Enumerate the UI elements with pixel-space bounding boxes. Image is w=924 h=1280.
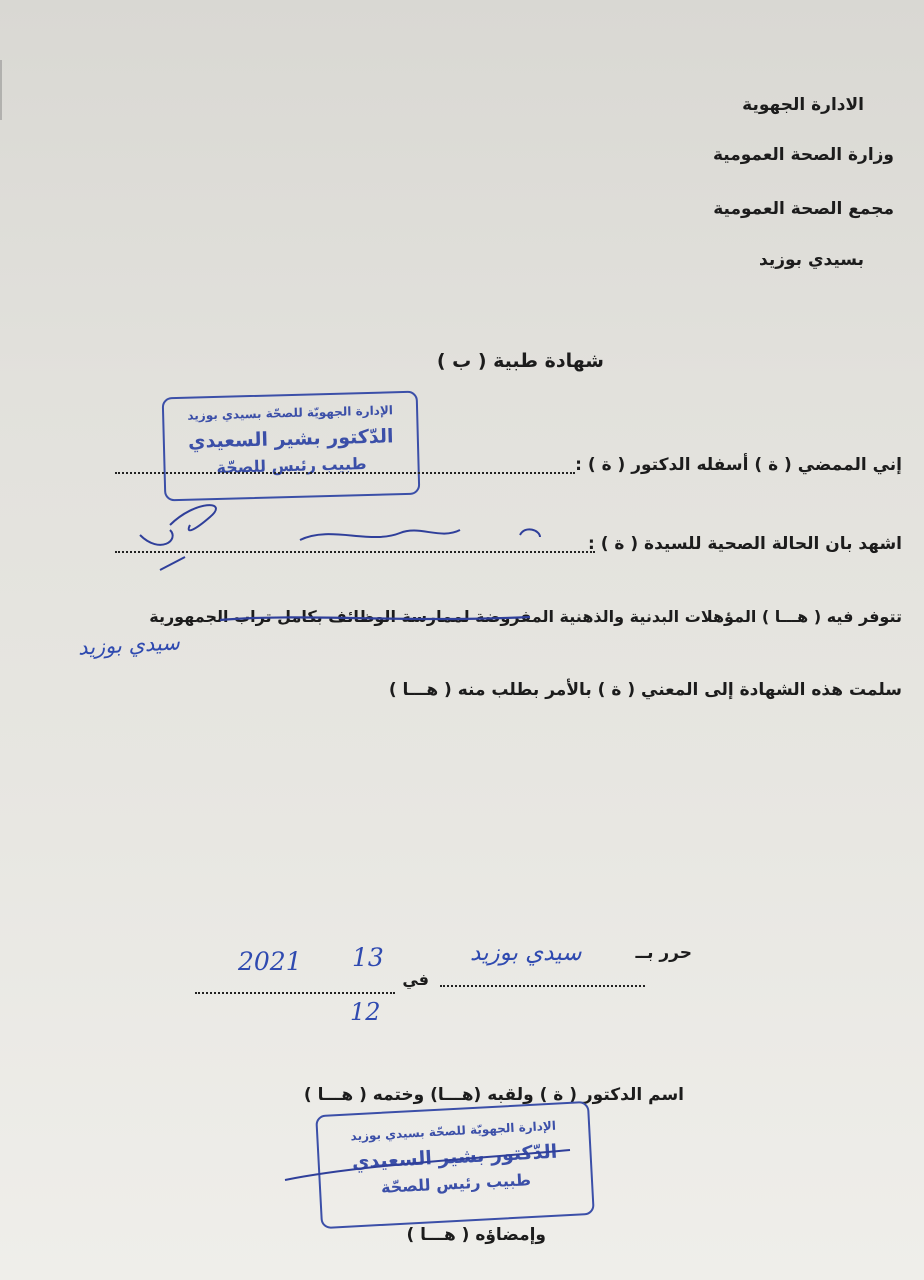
- certificate-title: شهادة طبية ( ب ): [436, 350, 604, 372]
- stamp-bottom-org: الإدارة الجهويّة للصحّة بسيدي بوزيد: [350, 1118, 557, 1144]
- footer-doctor-label: اسم الدكتور ( ة ) ولقبه (هـــا) وختمه ( هـــا ): [303, 1085, 684, 1105]
- date-dots: [195, 992, 395, 996]
- stamp-bottom-doctor: الدّكتور بشير السعيدي: [351, 1140, 558, 1174]
- body-line-patient: اشهد بان الحالة الصحية للسيدة ( ة ) :: [587, 534, 902, 554]
- place-dots: [440, 985, 645, 989]
- footer-signature-label: وإمضاؤه ( هـــا ): [406, 1225, 546, 1245]
- body-line-doctor: إني الممضي ( ة ) أسفله الدكتور ( ة ) :: [575, 455, 902, 475]
- handwriting-year: 2021: [238, 947, 302, 976]
- doctor-stamp-top: [162, 391, 421, 502]
- header-city: بسيدي بوزيد: [759, 250, 864, 270]
- stamp-top-role: طبيب رئيس للصحّة: [216, 454, 367, 477]
- stamp-top-doctor: الدّكتور بشير السعيدي: [187, 425, 394, 453]
- stamp-bottom-role: طبيب رئيس للصحّة: [380, 1170, 532, 1197]
- body-line-delivery: سلمت هذه الشهادة إلى المعني ( ة ) بالأمر بطلب منه ( هـــا ): [388, 680, 902, 700]
- header-ministry: وزارة الصحة العمومية: [713, 145, 894, 165]
- paper-edge: [0, 60, 2, 120]
- header-regional-admin: الادارة الجهوية: [742, 95, 864, 115]
- footer-in: في: [402, 970, 429, 989]
- signature-stroke: [280, 1130, 580, 1190]
- header-health-complex: مجمع الصحة العمومية: [713, 199, 894, 219]
- handwriting-patient-scribble: [100, 495, 550, 695]
- handwriting-place: سيدي بوزيد: [470, 940, 582, 966]
- body-line-fitness: تتوفر فيه ( هـــا ) المؤهلات البدنية والذهنية المفروضة لممارسة الوظائف بكامل تراب الجمهورية: [149, 607, 902, 626]
- handwriting-month: 12: [350, 998, 381, 1026]
- doctor-name-dots: [115, 472, 575, 476]
- footer-written-at: حرر بــ: [635, 943, 692, 963]
- handwriting-region: سيدي بوزيد: [77, 630, 181, 660]
- handwriting-day: 13: [352, 943, 384, 972]
- stamp-top-org: الإدارة الجهويّة للصحّة بسيدي بوزيد: [187, 403, 394, 423]
